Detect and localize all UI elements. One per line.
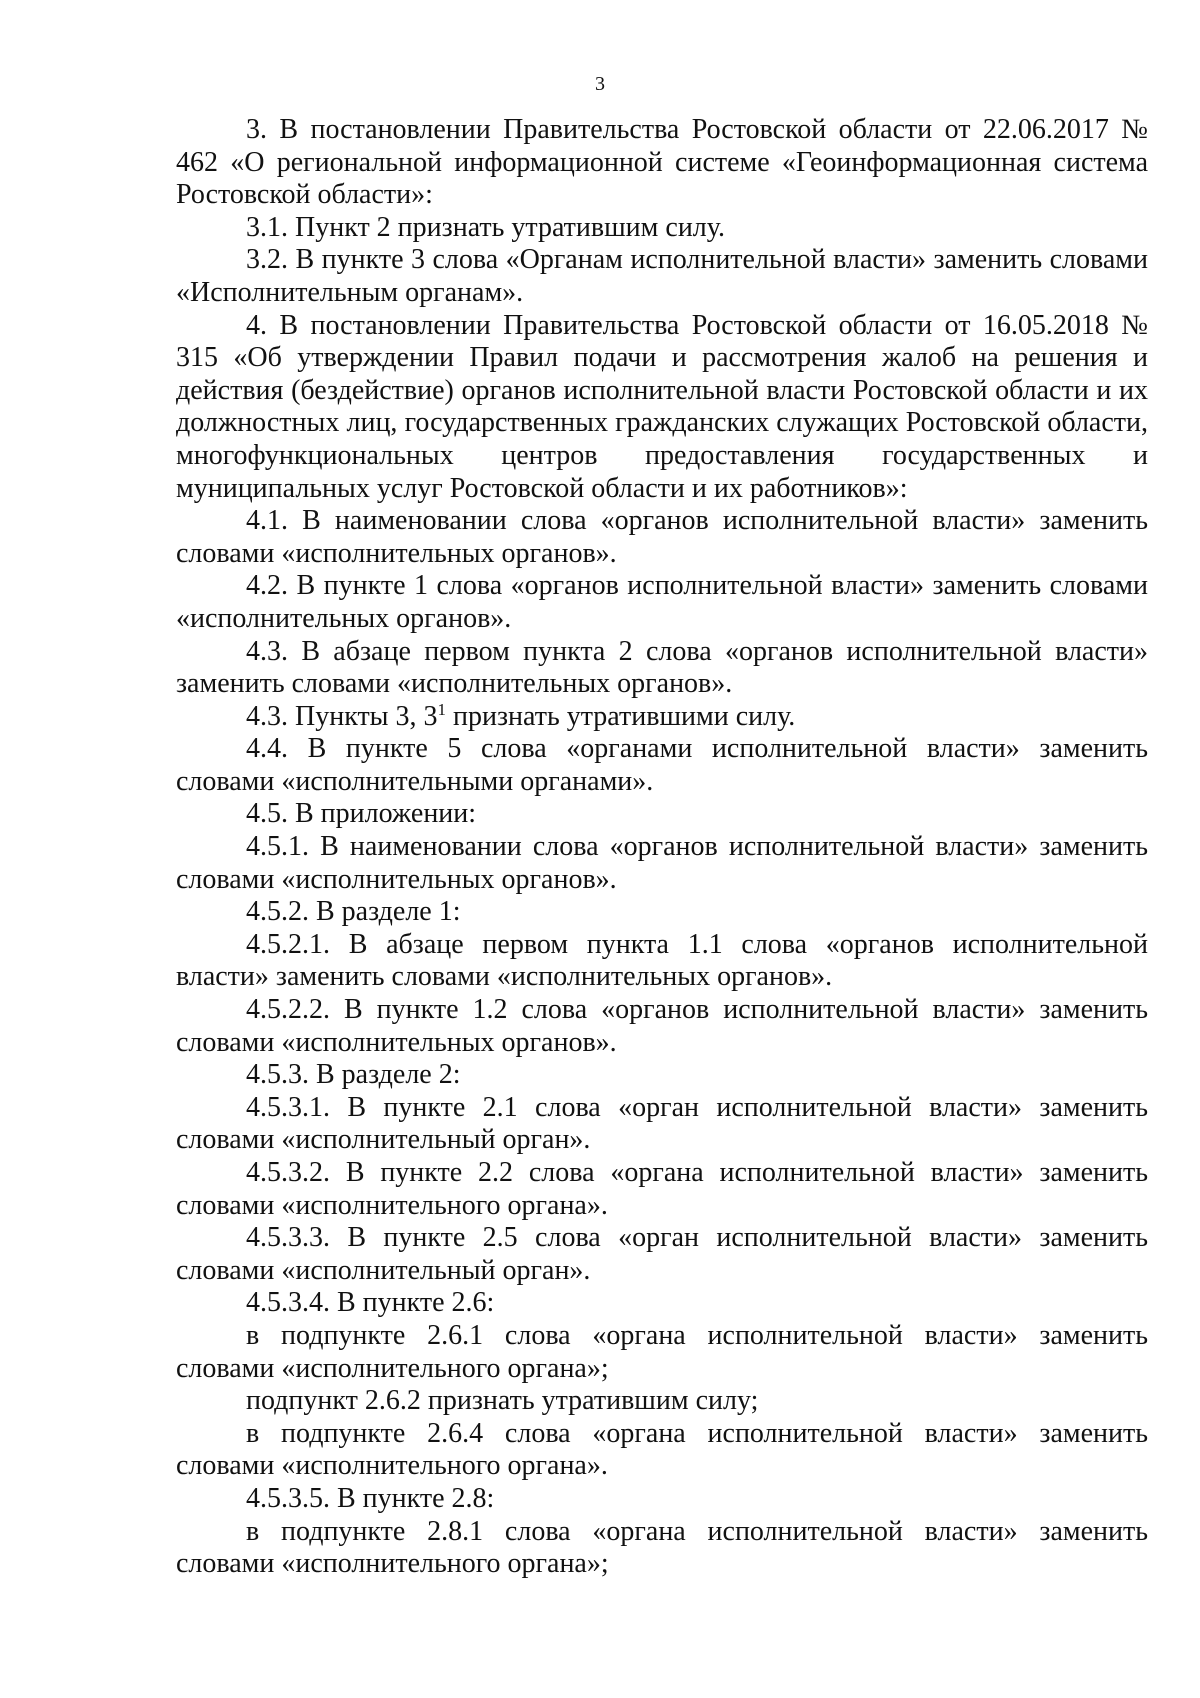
paragraph <box>176 505 1148 570</box>
paragraph-text: 4.5.3.4. В пункте 2.6: <box>246 1287 495 1319</box>
paragraph-text: 4.3. В абзаце первом пункта 2 слова «органов исполнительной власти» заменить словами «исполнительных органов». <box>176 635 1148 700</box>
paragraph <box>176 994 1148 1059</box>
paragraph-text: 3.1. Пункт 2 признать утратившим силу. <box>246 211 725 243</box>
paragraph-text: 4.5.2.1. В абзаце первом пункта 1.1 слова «органов исполнительной власти» заменить словами «исполнительных органов». <box>176 928 1148 993</box>
paragraph-text: 4.4. В пункте 5 слова «органами исполнительной власти» заменить словами «исполнительными органами». <box>176 733 1148 797</box>
paragraph <box>176 212 1148 245</box>
paragraph <box>176 929 1148 994</box>
paragraph-text: 4.5.2. В разделе 1: <box>246 896 461 928</box>
paragraph-text: 4.5.1. В наименовании слова «органов исполнительной власти» заменить словами «исполнительных органов». <box>176 831 1148 895</box>
paragraph-text: 4. В постановлении Правительства Ростовской области от 16.05.2018 № 315 «Об утверждении Правил подачи и рассмотрения жалоб на решения и действия (бездействие) органов исполнительной власти Ростовской области и их должностных лиц, государственных гражданских служащих Ростовской области, многофункциональных центров предоставления государственных и муниципальных услуг Ростовской области и их работников»: <box>176 309 1148 504</box>
paragraph-text: в подпункте 2.6.4 слова «органа исполнительной власти» заменить словами «исполнительного органа». <box>176 1417 1148 1482</box>
paragraph-text: 4.1. В наименовании слова «органов исполнительной власти» заменить словами «исполнительных органов». <box>176 505 1148 569</box>
paragraph <box>176 1059 1148 1092</box>
paragraph <box>176 1157 1148 1222</box>
paragraph <box>176 570 1148 635</box>
paragraph-text: подпункт 2.6.2 признать утратившим силу; <box>246 1385 759 1417</box>
paragraph-text: в подпункте 2.8.1 слова «органа исполнительной власти» заменить словами «исполнительного органа»; <box>176 1515 1148 1580</box>
paragraph-text: 3.2. В пункте 3 слова «Органам исполнительной власти» заменить словами «Исполнительным органам». <box>176 244 1148 308</box>
paragraph <box>176 114 1148 212</box>
paragraph-text: 4.5.3.5. В пункте 2.8: <box>246 1482 495 1514</box>
paragraph-text: в подпункте 2.6.1 слова «органа исполнительной власти» заменить словами «исполнительного органа»; <box>176 1319 1148 1384</box>
paragraph <box>176 1287 1148 1320</box>
paragraph <box>176 831 1148 896</box>
paragraph-text: 4.5.3.2. В пункте 2.2 слова «органа исполнительной власти» заменить словами «исполнительного органа». <box>176 1157 1148 1221</box>
paragraph-text: 4.5. В приложении: <box>246 798 477 830</box>
paragraph <box>176 1483 1148 1516</box>
document-body <box>176 114 1148 1581</box>
paragraph <box>176 1385 1148 1418</box>
paragraph <box>176 1222 1148 1287</box>
paragraph-text: 4.5.3.3. В пункте 2.5 слова «орган исполнительной власти» заменить словами «исполнительный орган». <box>176 1222 1148 1286</box>
paragraph-text: 4.3. Пункты 3, 3 <box>246 700 438 732</box>
superscript: 1 <box>437 699 446 719</box>
paragraph <box>176 733 1148 798</box>
paragraph-text: 3. В постановлении Правительства Ростовской области от 22.06.2017 № 462 «О региональной информационной системе «Геоинформационная система Ростовской области»: <box>176 114 1148 211</box>
paragraph <box>176 1516 1148 1581</box>
paragraph <box>176 1092 1148 1157</box>
paragraph-text: 4.5.3. В разделе 2: <box>246 1059 461 1091</box>
paragraph <box>176 798 1148 831</box>
paragraph-text: 4.5.3.1. В пункте 2.1 слова «орган исполнительной власти» заменить словами «исполнительный орган». <box>176 1091 1148 1156</box>
paragraph-text: 4.2. В пункте 1 слова «органов исполнительной власти» заменить словами «исполнительных органов». <box>176 570 1148 634</box>
paragraph <box>176 896 1148 929</box>
paragraph <box>176 1418 1148 1483</box>
paragraph <box>176 244 1148 309</box>
paragraph <box>176 636 1148 701</box>
page-number: 3 <box>595 73 605 95</box>
paragraph <box>176 310 1148 506</box>
paragraph-text: 4.5.2.2. В пункте 1.2 слова «органов исполнительной власти» заменить словами «исполнительных органов». <box>176 994 1148 1058</box>
paragraph-text-continued: признать утратившими силу. <box>446 700 796 732</box>
paragraph <box>176 701 1148 734</box>
paragraph <box>176 1320 1148 1385</box>
